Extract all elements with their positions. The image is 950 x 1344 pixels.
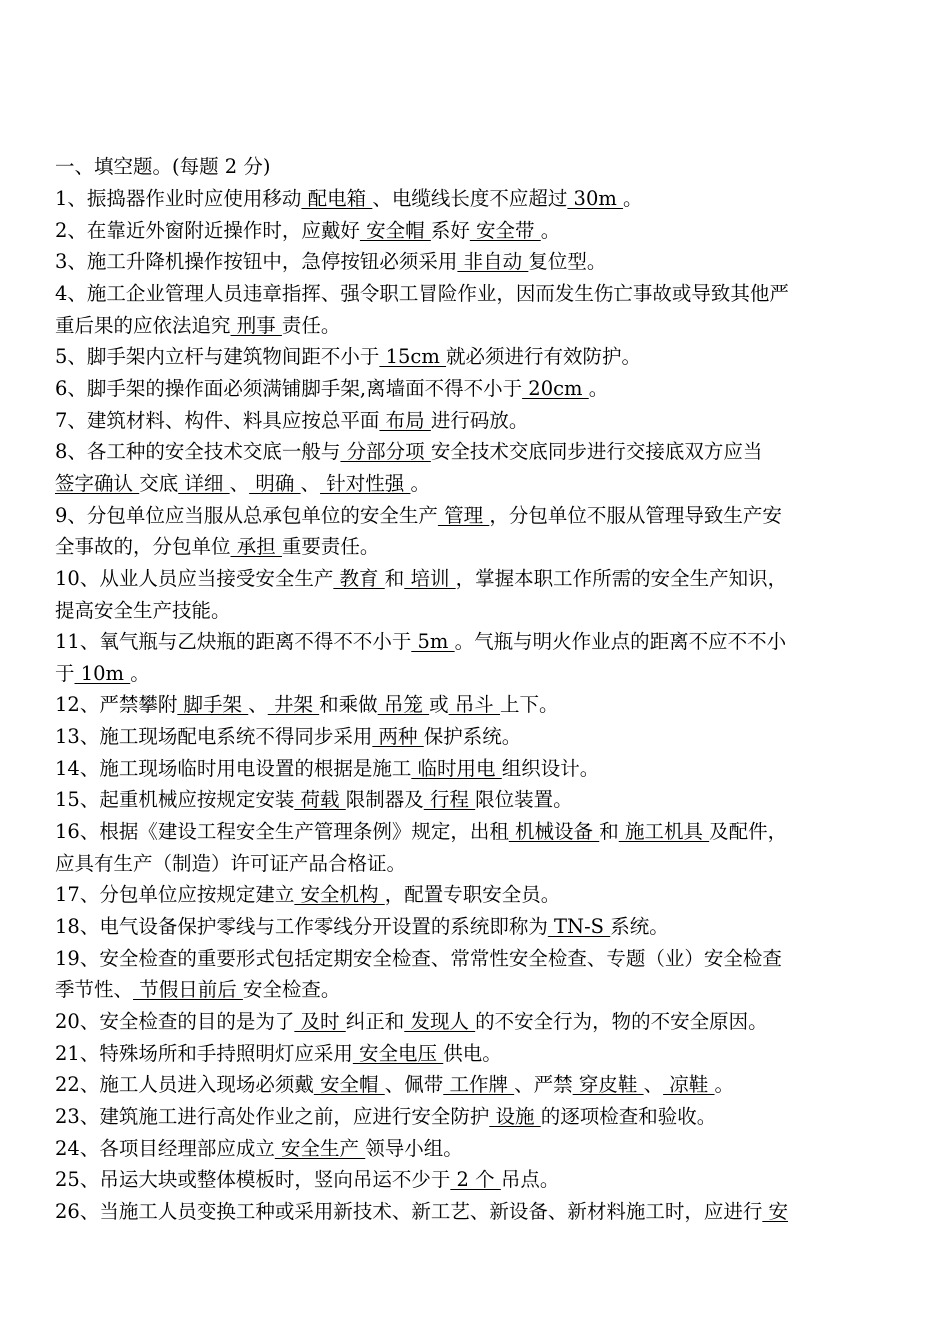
question-text: 就必须进行有效防护。 bbox=[446, 345, 642, 369]
answer-blank: 30m bbox=[567, 187, 624, 210]
question-text: 纠正和 bbox=[345, 1009, 405, 1033]
question-text: 组织设计。 bbox=[501, 756, 600, 780]
question-text: 。 bbox=[410, 471, 430, 495]
question-text: 24、各项目经理部应成立 bbox=[55, 1136, 275, 1160]
question-text: 和 bbox=[384, 566, 405, 590]
question-text: 交底 bbox=[139, 471, 179, 495]
question-text: 和 bbox=[599, 820, 619, 843]
answer-blank: 安全帽 bbox=[313, 1073, 385, 1097]
section-heading: 一、填空题。(每题 2 分) bbox=[55, 155, 271, 178]
question-text: 8、各工种的安全技术交底一般与 bbox=[55, 440, 341, 464]
question-line bbox=[55, 819, 900, 845]
answer-blank: 机械设备 bbox=[508, 820, 600, 843]
question-text: 、 bbox=[643, 1073, 664, 1097]
question-line bbox=[55, 724, 900, 750]
question-line bbox=[55, 692, 900, 718]
question-text: 4、施工企业管理人员违章指挥、强令职工冒险作业，因而发生伤亡事故或导致其他严 bbox=[55, 281, 789, 305]
answer-blank: 荷载 bbox=[294, 788, 346, 812]
question-text: 19、安全检查的重要形式包括定期安全检查、常常性安全检查、专题（业）安全检查 bbox=[55, 946, 782, 970]
question-text: 22、施工人员进入现场必须戴 bbox=[55, 1073, 314, 1097]
answer-blank: 吊笼 bbox=[377, 693, 430, 717]
question-line bbox=[55, 977, 900, 1003]
question-line bbox=[55, 946, 900, 972]
question-text: 、 bbox=[248, 693, 268, 717]
question-text: 系统。 bbox=[610, 914, 669, 938]
question-text: 供电。 bbox=[443, 1041, 502, 1065]
answer-blank: 节假日前后 bbox=[133, 978, 243, 1002]
question-line bbox=[55, 186, 900, 212]
question-text: 15、起重机械应按规定安装 bbox=[55, 788, 295, 812]
question-text: 2、在靠近外窗附近操作时，应戴好 bbox=[55, 218, 360, 242]
answer-blank: 吊斗 bbox=[448, 693, 500, 717]
answer-blank: 安全机构 bbox=[294, 883, 385, 907]
answer-blank: 针对性强 bbox=[320, 471, 411, 495]
answer-blank: 10m bbox=[74, 661, 131, 685]
question-line bbox=[55, 344, 900, 370]
question-line bbox=[55, 376, 900, 402]
answer-blank: 设施 bbox=[489, 1104, 541, 1128]
question-text: 安全技术交底同步进行交接底双方应当 bbox=[430, 440, 763, 464]
answer-blank: 培训 bbox=[404, 566, 456, 590]
answer-blank: 签字确认 bbox=[55, 471, 140, 495]
question-line bbox=[55, 1136, 900, 1162]
question-line bbox=[55, 566, 900, 592]
answer-blank: 脚手架 bbox=[177, 693, 249, 717]
question-line bbox=[55, 1167, 900, 1193]
answer-blank: 及时 bbox=[294, 1009, 346, 1033]
question-text: 、严禁 bbox=[514, 1073, 573, 1097]
question-text: 。 bbox=[588, 376, 609, 400]
question-line bbox=[55, 787, 900, 813]
question-text: 。 bbox=[130, 661, 150, 685]
question-line bbox=[55, 281, 900, 307]
question-text: 25、吊运大块或整体模板时，竖向吊运不少于 bbox=[55, 1168, 451, 1192]
question-line bbox=[55, 1041, 900, 1067]
answer-blank: 井架 bbox=[267, 693, 320, 717]
answer-blank: 管理 bbox=[437, 503, 490, 527]
question-text: 重后果的应依法追究 bbox=[55, 313, 231, 337]
answer-blank: 明确 bbox=[249, 471, 301, 495]
answer-blank: 布局 bbox=[379, 408, 431, 432]
question-text: ，掌握本职工作所需的安全生产知识， bbox=[455, 566, 788, 590]
question-line bbox=[55, 439, 900, 465]
question-line bbox=[55, 629, 900, 655]
question-text: 季节性、 bbox=[55, 978, 134, 1002]
question-text: 、 bbox=[229, 471, 250, 495]
question-text: 、电缆线长度不应超过 bbox=[372, 187, 568, 210]
question-text: 限位装置。 bbox=[475, 788, 573, 812]
answer-blank: 安全带 bbox=[469, 218, 541, 242]
answer-blank: 非自动 bbox=[457, 250, 529, 274]
question-line bbox=[55, 1009, 900, 1035]
question-line bbox=[55, 534, 900, 560]
question-line bbox=[55, 218, 900, 244]
answer-blank: 20cm bbox=[522, 376, 589, 400]
question-line bbox=[55, 249, 900, 275]
question-text: 或 bbox=[429, 693, 449, 717]
question-line bbox=[55, 598, 900, 624]
question-text: 领导小组。 bbox=[365, 1136, 463, 1160]
answer-blank: 安全生产 bbox=[274, 1136, 366, 1160]
question-text: 17、分包单位应按规定建立 bbox=[55, 883, 295, 907]
question-text: ，配置专职安全员。 bbox=[384, 883, 561, 907]
question-text: 3、施工升降机操作按钮中，急停按钮必须采用 bbox=[55, 250, 458, 274]
answer-blank: 凉鞋 bbox=[663, 1073, 715, 1097]
question-text: 进行码放。 bbox=[430, 408, 529, 432]
question-text: 吊点。 bbox=[500, 1168, 560, 1192]
answer-blank: 教育 bbox=[333, 566, 385, 590]
answer-blank: TN-S bbox=[547, 914, 611, 938]
answer-blank: 临时用电 bbox=[411, 756, 502, 780]
answer-blank: 配电箱 bbox=[301, 187, 373, 210]
question-line bbox=[55, 313, 900, 339]
question-line bbox=[55, 661, 900, 687]
answer-blank: 安全帽 bbox=[359, 218, 431, 242]
question-line bbox=[55, 503, 900, 529]
question-text: 21、特殊场所和手持照明灯应采用 bbox=[55, 1041, 353, 1065]
question-text: 5、脚手架内立杆与建筑物间距不小于 bbox=[55, 345, 380, 369]
question-line bbox=[55, 882, 900, 908]
answer-blank: 行程 bbox=[423, 788, 476, 812]
answer-blank: 分部分项 bbox=[340, 440, 431, 464]
question-line bbox=[55, 851, 900, 877]
answer-blank: 2 个 bbox=[450, 1168, 501, 1192]
question-text: 重要责任。 bbox=[281, 535, 380, 559]
question-text: 26、当施工人员变换工种或采用新技术、新工艺、新设备、新材料施工时，应进行 bbox=[55, 1199, 763, 1223]
answer-blank: 详细 bbox=[178, 471, 230, 495]
question-text: 。气瓶与明火作业点的距离不应不不小 bbox=[454, 630, 787, 654]
question-text: 限制器及 bbox=[345, 788, 424, 812]
question-text: 保护系统。 bbox=[423, 725, 522, 748]
question-text: 应具有生产（制造）许可证产品合格证。 bbox=[55, 851, 407, 875]
question-text: 上下。 bbox=[500, 693, 559, 717]
question-line bbox=[55, 1199, 900, 1225]
question-text: 和乘做 bbox=[319, 693, 378, 717]
answer-blank: 安 bbox=[762, 1199, 789, 1223]
question-text: 。 bbox=[623, 187, 643, 210]
answer-blank: 施工机具 bbox=[618, 820, 710, 843]
question-text: 安全检查。 bbox=[242, 978, 341, 1002]
answer-blank: 穿皮鞋 bbox=[572, 1073, 644, 1097]
answer-blank: 刑事 bbox=[230, 313, 282, 337]
question-text: 。 bbox=[540, 218, 561, 242]
answer-blank: 承担 bbox=[230, 535, 282, 559]
question-text: 12、严禁攀附 bbox=[55, 693, 178, 717]
question-text: 9、分包单位应当服从总承包单位的安全生产 bbox=[55, 503, 438, 527]
question-text: 责任。 bbox=[281, 313, 341, 337]
question-text: 23、建筑施工进行高处作业之前，应进行安全防护 bbox=[55, 1104, 490, 1128]
question-text: 、 bbox=[300, 471, 321, 495]
question-text: 6、脚手架的操作面必须满铺脚手架,离墙面不得不小于 bbox=[55, 376, 523, 400]
answer-blank: 15cm bbox=[379, 345, 447, 369]
question-text: 10、从业人员应当接受安全生产 bbox=[55, 566, 334, 590]
question-text: 、佩带 bbox=[384, 1073, 444, 1097]
question-text: 系好 bbox=[430, 218, 470, 242]
question-line bbox=[55, 756, 900, 782]
question-text: 16、根据《建设工程安全生产管理条例》规定，出租 bbox=[55, 820, 509, 843]
answer-blank: 发现人 bbox=[404, 1009, 476, 1033]
question-line bbox=[55, 408, 900, 434]
question-text: 7、建筑材料、构件、料具应按总平面 bbox=[55, 408, 380, 432]
question-text: 11、氧气瓶与乙炔瓶的距离不得不不小于 bbox=[55, 630, 412, 654]
answer-blank: 两种 bbox=[372, 725, 424, 748]
question-line bbox=[55, 914, 900, 940]
question-text: 20、安全检查的目的是为了 bbox=[55, 1009, 295, 1033]
question-text: 全事故的，分包单位 bbox=[55, 535, 231, 559]
question-line bbox=[55, 1104, 900, 1130]
question-text: 的不安全行为，物的不安全原因。 bbox=[475, 1009, 768, 1033]
question-text: 。 bbox=[714, 1073, 735, 1097]
question-text: 复位型。 bbox=[528, 250, 607, 274]
question-text: 于 bbox=[55, 661, 75, 685]
answer-blank: 5m bbox=[411, 630, 455, 654]
question-text: 的逐项检查和验收。 bbox=[540, 1104, 717, 1128]
question-text: 1、振捣器作业时应使用移动 bbox=[55, 187, 302, 210]
answer-blank: 安全电压 bbox=[352, 1041, 444, 1065]
question-text: ，分包单位不服从管理导致生产安 bbox=[489, 503, 782, 527]
question-text: 提高安全生产技能。 bbox=[55, 598, 231, 622]
question-text: 18、电气设备保护零线与工作零线分开设置的系统即称为 bbox=[55, 914, 548, 938]
question-text: 14、施工现场临时用电设置的根据是施工 bbox=[55, 756, 412, 780]
question-line bbox=[55, 471, 900, 497]
question-text: 及配件， bbox=[709, 820, 788, 843]
question-text: 13、施工现场配电系统不得同步采用 bbox=[55, 725, 373, 748]
question-line bbox=[55, 1072, 900, 1098]
answer-blank: 工作牌 bbox=[443, 1073, 515, 1097]
